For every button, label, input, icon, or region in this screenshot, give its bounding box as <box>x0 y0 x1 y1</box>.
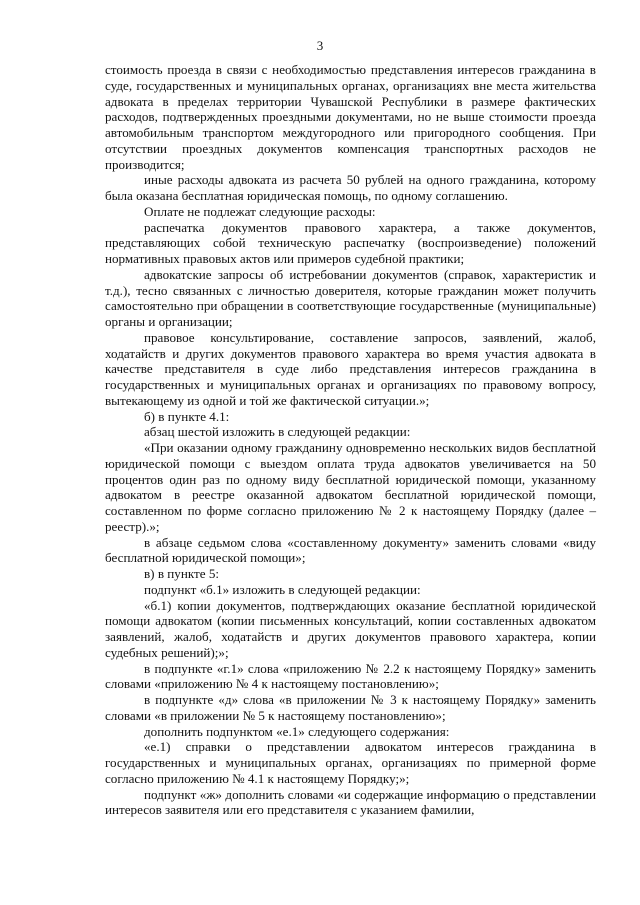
paragraph: в подпункте «д» слова «в приложении № 3 к настоящему Порядку» заменить словами «в приложении № 5 к настоящему постановлению»; <box>105 692 596 723</box>
paragraph: иные расходы адвоката из расчета 50 рублей на одного гражданина, которому была оказана бесплатная юридическая помощь, по одному соглашению. <box>105 172 596 203</box>
paragraph: в абзаце седьмом слова «составленному документу» заменить словами «виду бесплатной юридической помощи»; <box>105 534 596 566</box>
paragraph-continued: стоимость проезда в связи с необходимостью представления интересов гражданина в суде, государственных и муниципальных органах, организациях вне места жительства адвоката в пределах территории Чувашской Республики в размере фактических расходов, подтвержденных проездными документами, но не выше стоимости проезда автомобильным транспортом междугородного или пригородного сообщения. При отсутствии проездных документов компенсация транспортных расходов не производится; <box>105 62 596 172</box>
paragraph: абзац шестой изложить в следующей редакции: <box>144 424 411 440</box>
paragraph: распечатка документов правового характера, а также документов, представляющих собой техническую распечатку (воспроизведение) положений нормативных правовых актов или примеров судебной практики; <box>105 219 596 266</box>
page-number: 3 <box>316 38 324 53</box>
paragraph: подпункт «ж» дополнить словами «и содержащие информацию о представлении интересов заявителя или его представителя с указанием фамилии, <box>105 786 596 818</box>
paragraph: Оплате не подлежат следующие расходы: <box>144 203 376 219</box>
paragraph: «При оказании одному гражданину одновременно нескольких видов бесплатной юридической помощи с выездом оплата труда адвокатов увеличивается на 50 процентов один раз по одному виду бесплатной юридической помощи, указанному адвокатом в реестре оказанной адвокатом бесплатной юридической помощи, составленном по форме согласно приложению № 2 к настоящему Порядку (далее – реестр).»; <box>105 440 596 534</box>
paragraph: дополнить подпунктом «е.1» следующего содержания: <box>144 723 450 739</box>
paragraph: б) в пункте 4.1: <box>144 408 230 424</box>
paragraph: в подпункте «г.1» слова «приложению № 2.2 к настоящему Порядку» заменить словами «приложению № 4 к настоящему постановлению»; <box>105 660 596 692</box>
paragraph: адвокатские запросы об истребовании документов (справок, характеристик и т.д.), тесно связанных с личностью доверителя, которые гражданин может получить самостоятельно при обращении в соответствующие государственные (муниципальные) органы и организации; <box>105 266 596 329</box>
paragraph: «е.1) справки о представлении адвокатом интересов гражданина в государственных и муниципальных органах, организациях по примерной форме согласно приложению № 4.1 к настоящему Порядку;»; <box>105 739 596 786</box>
paragraph: подпункт «б.1» изложить в следующей редакции: <box>144 581 421 597</box>
paragraph: в) в пункте 5: <box>144 566 220 581</box>
paragraph: «б.1) копии документов, подтверждающих оказание бесплатной юридической помощи адвокатом (копии письменных консультаций, копии составленных адвокатом заявлений, жалоб, ходатайств и других документов правового характера, копии судебных решений);»; <box>105 597 596 660</box>
paragraph: правовое консультирование, составление запросов, заявлений, жалоб, ходатайств и других документов правового характера во время участия адвоката в качестве представителя в суде либо представления интересов гражданина в государственных и муниципальных органах и организациях по правовому вопросу, вытекающему из одной и той же фактической ситуации.»; <box>105 329 596 408</box>
document-body <box>105 62 596 818</box>
